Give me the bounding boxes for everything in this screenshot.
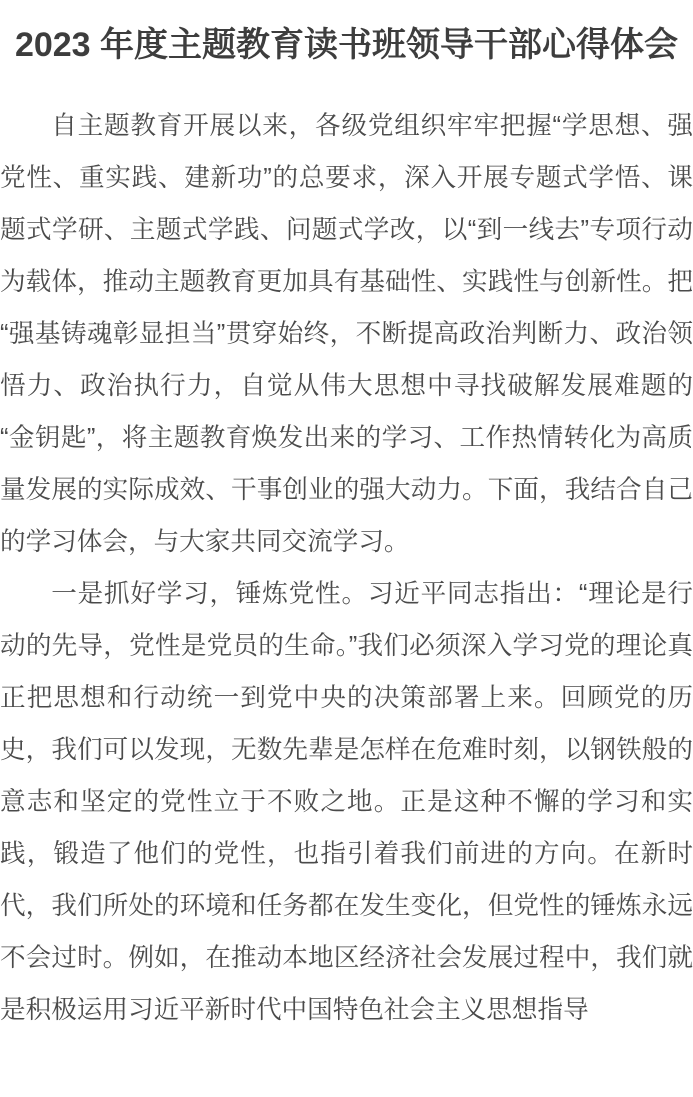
- paragraph-point-one: 一是抓好学习，锤炼党性。习近平同志指出：“理论是行动的先导，党性是党员的生命。”我们必须深入学习党的理论真正把思想和行动统一到党中央的决策部署上来。回顾党的历史，我们可以发现，无数先辈是怎样在危难时刻，以钢铁般的意志和坚定的党性立于不败之地。正是这种不懈的学习和实践，锻造了他们的党性，也指引着我们前进的方向。在新时代，我们所处的环境和任务都在发生变化，但党性的锤炼永远不会过时。例如，在推动本地区经济社会发展过程中，我们就是积极运用习近平新时代中国特色社会主义思想指导: [0, 580, 693, 1024]
- page-title: 2023 年度主题教育读书班领导干部心得体会: [14, 26, 679, 64]
- paragraph-intro: 自主题教育开展以来，各级党组织牢牢把握“学思想、强党性、重实践、建新功”的总要求，深入开展专题式学悟、课题式学研、主题式学践、问题式学改，以“到一线去”专项行动为载体，推动主题教育更加具有基础性、实践性与创新性。把“强基铸魂彰显担当”贯穿始终，不断提高政治判断力、政治领悟力、政治执行力，自觉从伟大思想中寻找破解发展难题的“金钥匙”，将主题教育焕发出来的学习、工作热情转化为高质量发展的实际成效、干事创业的强大动力。下面，我结合自己的学习体会，与大家共同交流学习。: [0, 112, 693, 556]
